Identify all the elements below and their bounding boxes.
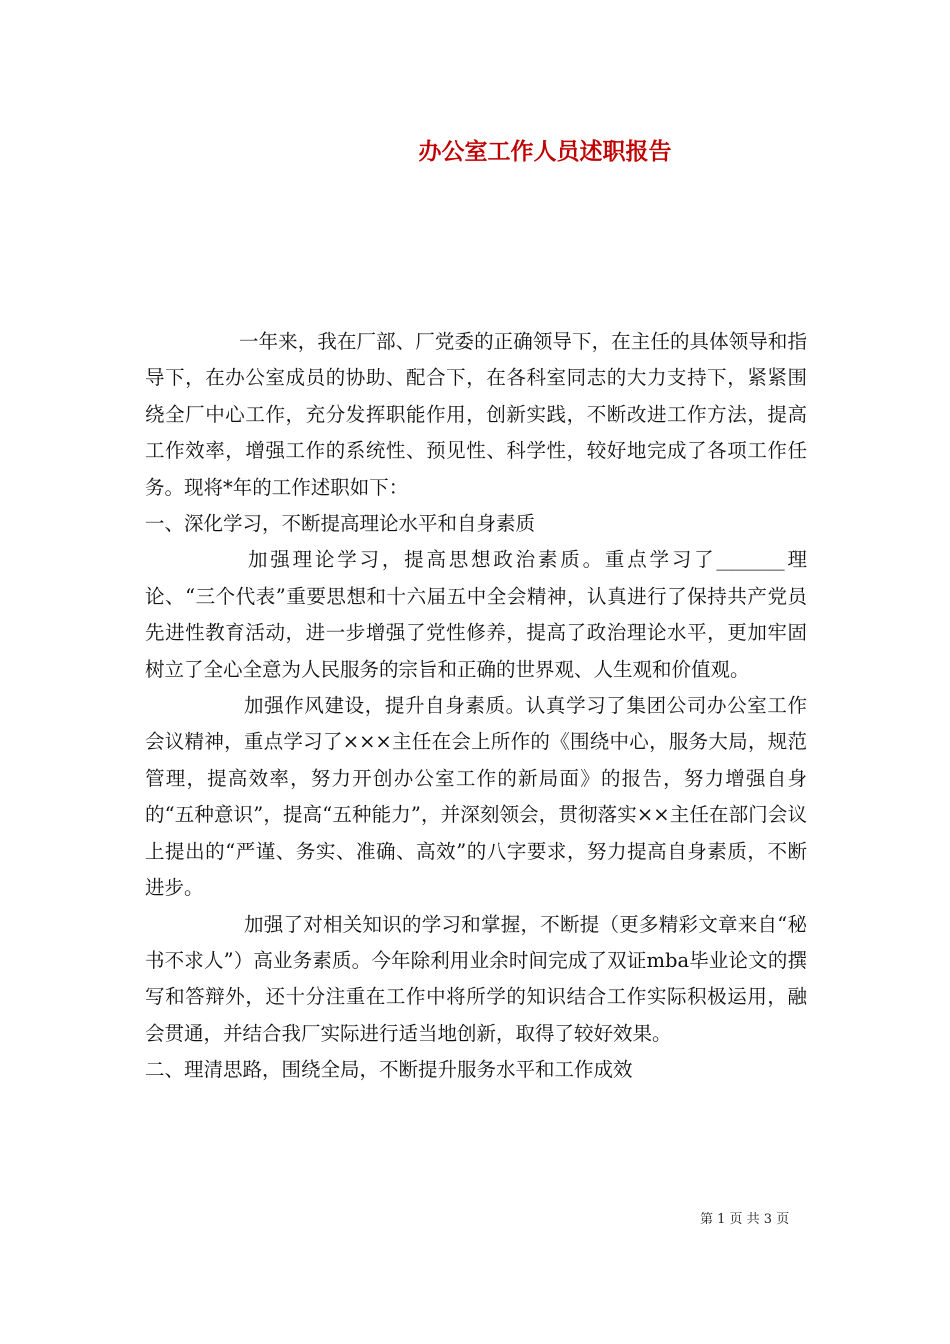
body-paragraph: 加强理论学习，提高思想政治素质。重点学习了_______理论、“三个代表”重要思想和十六届五中全会精神，认真进行了保持共产党员先进性教育活动，进一步增强了党性修养，提高了政治理论水平，更加牢固树立了全心全意为人民服务的宗旨和正确的世界观、人生观和价值观。: [145, 548, 807, 681]
document-body: [145, 324, 807, 1089]
intro-paragraph: 一年来，我在厂部、厂党委的正确领导下，在主任的具体领导和指导下，在办公室成员的协助、配合下，在各科室同志的大力支持下，紧紧围绕全厂中心工作，充分发挥职能作用，创新实践，不断改进工作方法，提高工作效率，增强工作的系统性、预见性、科学性，较好地完成了各项工作任务。现将*年的工作述职如下：: [145, 330, 807, 499]
section-heading-1: 一、深化学习，不断提高理论水平和自身素质: [145, 512, 536, 536]
page-number: 第 1 页 共 3 页: [700, 1212, 790, 1227]
body-paragraph: 加强作风建设，提升自身素质。认真学习了集团公司办公室工作会议精神，重点学习了×××主任在会上所作的《围绕中心，服务大局，规范管理，提高效率，努力开创办公室工作的新局面》的报告，努力增强自身的“五种意识”，提高“五种能力”，并深刻领会，贯彻落实××主任在部门会议上提出的“严谨、务实、准确、高效”的八字要求，努力提高自身素质，不断进步。: [145, 694, 807, 900]
body-paragraph: 加强了对相关知识的学习和掌握，不断提（更多精彩文章来自“秘书不求人”）高业务素质。今年除利用业余时间完成了双证mba毕业论文的撰写和答辩外，还十分注重在工作中将所学的知识结合工作实际积极运用，融会贯通，并结合我厂实际进行适当地创新，取得了较好效果。: [145, 912, 807, 1045]
section-heading-2: 二、理清思路，围绕全局，不断提升服务水平和工作成效: [145, 1058, 633, 1082]
document-title: 办公室工作人员述职报告: [418, 138, 672, 165]
